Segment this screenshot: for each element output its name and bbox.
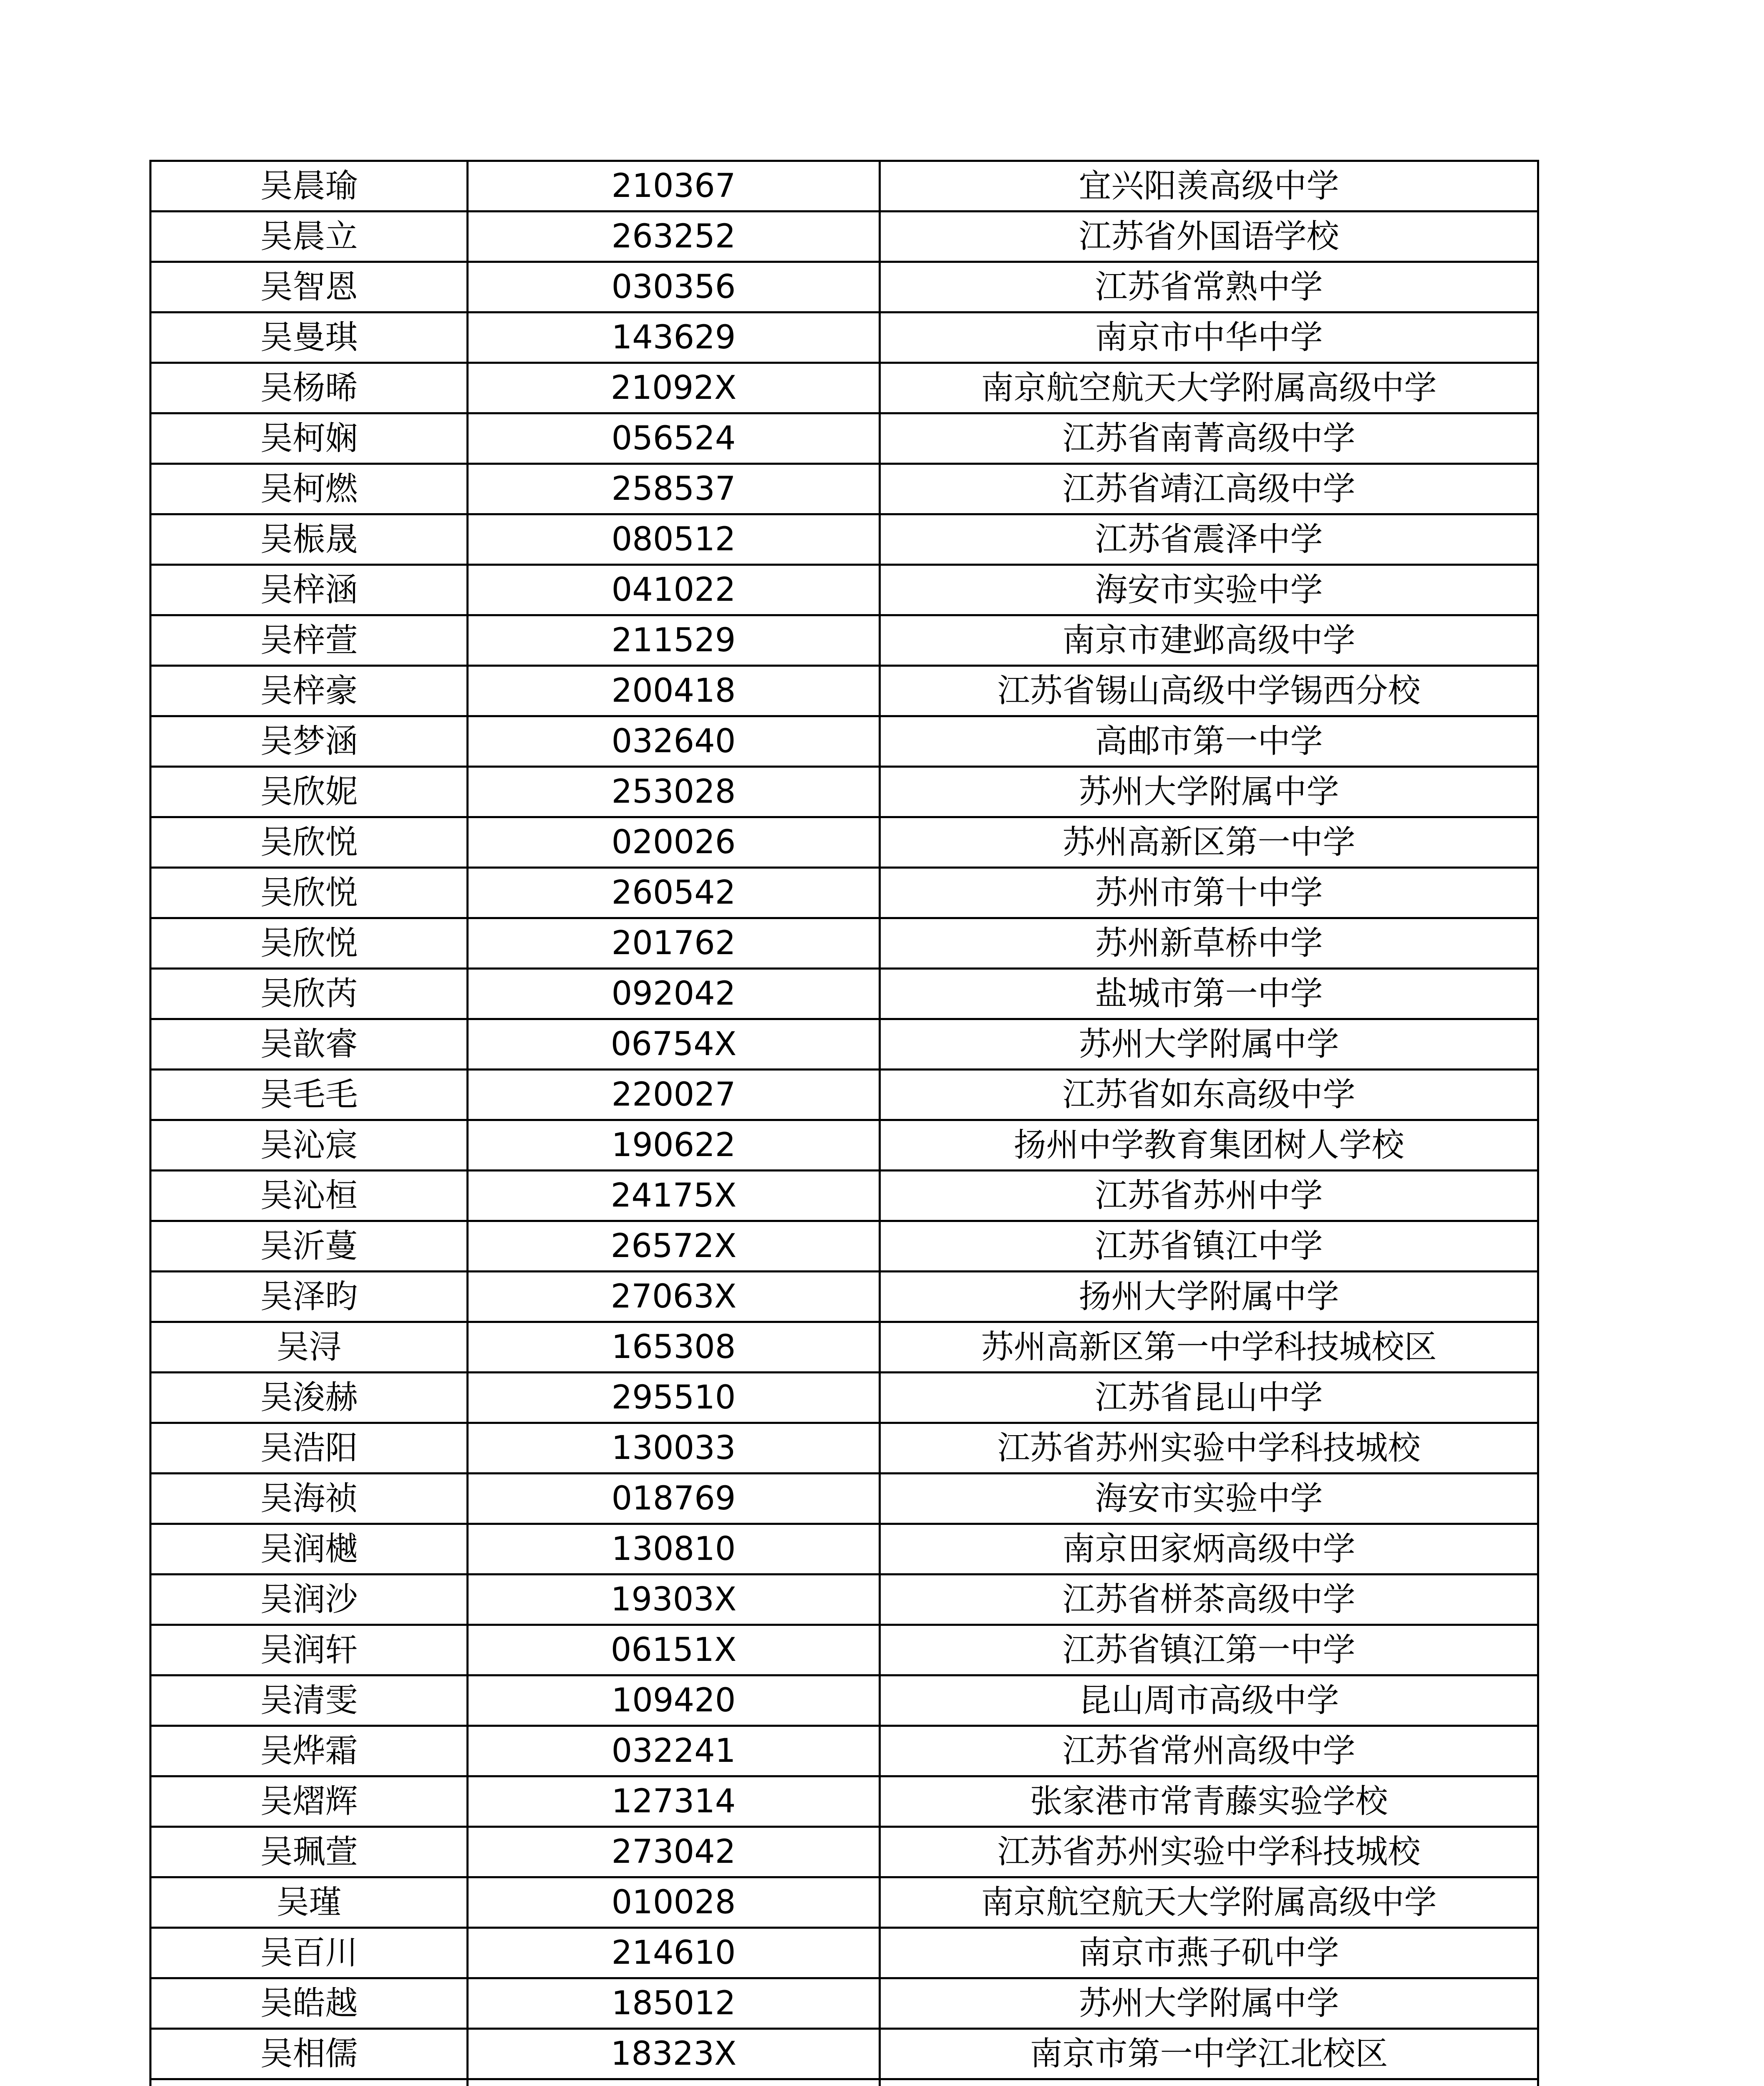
table-row [151, 1373, 1538, 1423]
table-row [151, 1877, 1538, 1928]
student-name-cell: 吴梓豪 [151, 666, 468, 716]
student-id-cell: 24175X [468, 1171, 880, 1221]
school-name-cell: 盐城市第一中学 [880, 969, 1538, 1019]
school-name-cell: 南京市燕子矶中学 [880, 1928, 1538, 1978]
school-name-cell: 江苏省镇江中学 [880, 1221, 1538, 1272]
table-row [151, 312, 1538, 363]
student-name-cell: 吴柯娴 [151, 413, 468, 464]
student-id-cell: 165308 [468, 1322, 880, 1373]
school-name-cell: 苏州大学附属中学 [880, 1019, 1538, 1070]
student-name-cell: 吴烨霜 [151, 1726, 468, 1776]
school-name-cell: 南京市中华中学 [880, 312, 1538, 363]
student-name-cell: 吴百川 [151, 1928, 468, 1978]
student-name-cell: 吴智恩 [151, 262, 468, 312]
table-row [151, 212, 1538, 262]
student-name-cell: 吴浔 [151, 1322, 468, 1373]
student-id-cell: 210367 [468, 161, 880, 212]
student-id-cell: 185012 [468, 1978, 880, 2029]
table-row [151, 868, 1538, 918]
student-name-cell: 吴欣悦 [151, 868, 468, 918]
student-id-cell: 211529 [468, 615, 880, 666]
student-id-cell: 056524 [468, 413, 880, 464]
student-name-cell: 吴桭晟 [151, 514, 468, 565]
table-row [151, 969, 1538, 1019]
student-name-cell: 吴梓萱 [151, 615, 468, 666]
school-name-cell: 江苏省南菁高级中学 [880, 413, 1538, 464]
school-name-cell: 江苏省常州高级中学 [880, 1726, 1538, 1776]
student-id-cell: 032241 [468, 1726, 880, 1776]
school-name-cell: 江苏省外国语学校 [880, 212, 1538, 262]
student-id-cell: 18323X [468, 2029, 880, 2079]
student-name-cell: 吴晨瑜 [151, 161, 468, 212]
student-id-cell: 06151X [468, 1625, 880, 1675]
student-id-cell: 220027 [468, 1070, 880, 1120]
student-name-cell: 吴浩阳 [151, 1423, 468, 1474]
school-name-cell: 江苏省苏州中学 [880, 1171, 1538, 1221]
student-name-cell: 吴柯燃 [151, 464, 468, 514]
table-row [151, 1070, 1538, 1120]
student-name-cell: 吴珮萱 [151, 1827, 468, 1877]
table-row [151, 565, 1538, 615]
student-id-cell: 295510 [468, 1373, 880, 1423]
student-id-cell: 253028 [468, 767, 880, 817]
table-row [151, 1171, 1538, 1221]
table-row [151, 918, 1538, 969]
student-id-cell: 092042 [468, 969, 880, 1019]
student-id-cell [468, 2079, 880, 2086]
student-name-cell: 吴瑾 [151, 1877, 468, 1928]
table-row [151, 413, 1538, 464]
table-row [151, 1524, 1538, 1575]
student-name-cell: 吴熠辉 [151, 1776, 468, 1827]
student-id-cell: 06754X [468, 1019, 880, 1070]
table-row [151, 1423, 1538, 1474]
school-name-cell: 苏州大学附属中学 [880, 767, 1538, 817]
student-id-cell: 201762 [468, 918, 880, 969]
school-name-cell: 海安市实验中学 [880, 1474, 1538, 1524]
school-name-cell: 江苏省苏州实验中学科技城校 [880, 1423, 1538, 1474]
student-roster-table [149, 160, 1539, 2086]
school-name-cell: 昆山周市高级中学 [880, 1675, 1538, 1726]
school-name-cell: 江苏省苏州实验中学科技城校 [880, 1827, 1538, 1877]
school-name-cell: 江苏省昆山中学 [880, 1373, 1538, 1423]
student-id-cell: 130810 [468, 1524, 880, 1575]
student-name-cell: 吴毛毛 [151, 1070, 468, 1120]
school-name-cell: 江苏省震泽中学 [880, 514, 1538, 565]
student-id-cell: 020026 [468, 817, 880, 868]
student-name-cell: 吴欣妮 [151, 767, 468, 817]
student-name-cell: 吴歆睿 [151, 1019, 468, 1070]
student-name-cell: 吴欣悦 [151, 817, 468, 868]
school-name-cell [880, 2079, 1538, 2086]
school-name-cell: 江苏省锡山高级中学锡西分校 [880, 666, 1538, 716]
school-name-cell: 江苏省靖江高级中学 [880, 464, 1538, 514]
student-name-cell: 吴相儒 [151, 2029, 468, 2079]
student-name-cell: 吴沁宸 [151, 1120, 468, 1171]
table-row [151, 1625, 1538, 1675]
student-name-cell: 吴曼琪 [151, 312, 468, 363]
table-row [151, 1827, 1538, 1877]
school-name-cell: 扬州大学附属中学 [880, 1272, 1538, 1322]
school-name-cell: 南京市第一中学江北校区 [880, 2029, 1538, 2079]
student-id-cell: 018769 [468, 1474, 880, 1524]
school-name-cell: 宜兴阳羡高级中学 [880, 161, 1538, 212]
student-id-cell: 010028 [468, 1877, 880, 1928]
student-id-cell: 127314 [468, 1776, 880, 1827]
student-name-cell: 吴浚赫 [151, 1373, 468, 1423]
student-name-cell: 吴沁桓 [151, 1171, 468, 1221]
table-row [151, 1978, 1538, 2029]
school-name-cell: 南京田家炳高级中学 [880, 1524, 1538, 1575]
student-id-cell: 258537 [468, 464, 880, 514]
school-name-cell: 苏州市第十中学 [880, 868, 1538, 918]
student-name-cell: 吴欣芮 [151, 969, 468, 1019]
table-row [151, 1120, 1538, 1171]
school-name-cell: 苏州高新区第一中学科技城校区 [880, 1322, 1538, 1373]
table-row [151, 817, 1538, 868]
table-row [151, 2029, 1538, 2079]
table-row [151, 1474, 1538, 1524]
table-row [151, 1776, 1538, 1827]
student-name-cell: 吴海祯 [151, 1474, 468, 1524]
student-id-cell: 263252 [468, 212, 880, 262]
table-row [151, 1019, 1538, 1070]
student-id-cell: 190622 [468, 1120, 880, 1171]
table-row [151, 262, 1538, 312]
student-id-cell: 109420 [468, 1675, 880, 1726]
table-row [151, 1575, 1538, 1625]
table-row [151, 363, 1538, 413]
table-row [151, 767, 1538, 817]
school-name-cell: 苏州高新区第一中学 [880, 817, 1538, 868]
student-id-cell: 032640 [468, 716, 880, 767]
student-id-cell: 273042 [468, 1827, 880, 1877]
student-id-cell: 260542 [468, 868, 880, 918]
student-name-cell: 吴泽昀 [151, 1272, 468, 1322]
student-id-cell: 080512 [468, 514, 880, 565]
table-row [151, 1221, 1538, 1272]
student-id-cell: 27063X [468, 1272, 880, 1322]
table-row [151, 1726, 1538, 1776]
student-name-cell [151, 2079, 468, 2086]
student-name-cell: 吴梦涵 [151, 716, 468, 767]
student-name-cell: 吴润樾 [151, 1524, 468, 1575]
roster-body [151, 161, 1538, 2086]
table-row [151, 716, 1538, 767]
student-name-cell: 吴晨立 [151, 212, 468, 262]
student-name-cell: 吴欣悦 [151, 918, 468, 969]
table-row [151, 161, 1538, 212]
school-name-cell: 苏州大学附属中学 [880, 1978, 1538, 2029]
student-name-cell: 吴润轩 [151, 1625, 468, 1675]
student-name-cell: 吴皓越 [151, 1978, 468, 2029]
school-name-cell: 南京市建邺高级中学 [880, 615, 1538, 666]
student-id-cell: 200418 [468, 666, 880, 716]
school-name-cell: 南京航空航天大学附属高级中学 [880, 1877, 1538, 1928]
student-id-cell: 26572X [468, 1221, 880, 1272]
school-name-cell: 南京航空航天大学附属高级中学 [880, 363, 1538, 413]
student-id-cell: 143629 [468, 312, 880, 363]
school-name-cell: 扬州中学教育集团树人学校 [880, 1120, 1538, 1171]
school-name-cell: 江苏省如东高级中学 [880, 1070, 1538, 1120]
school-name-cell: 高邮市第一中学 [880, 716, 1538, 767]
student-id-cell: 19303X [468, 1575, 880, 1625]
school-name-cell: 海安市实验中学 [880, 565, 1538, 615]
student-id-cell: 130033 [468, 1423, 880, 1474]
student-name-cell: 吴沂蔓 [151, 1221, 468, 1272]
table-row [151, 2079, 1538, 2086]
table-row [151, 1272, 1538, 1322]
student-id-cell: 030356 [468, 262, 880, 312]
table-row [151, 464, 1538, 514]
student-name-cell: 吴杨晞 [151, 363, 468, 413]
student-id-cell: 21092X [468, 363, 880, 413]
student-name-cell: 吴清雯 [151, 1675, 468, 1726]
student-id-cell: 214610 [468, 1928, 880, 1978]
school-name-cell: 张家港市常青藤实验学校 [880, 1776, 1538, 1827]
table-row [151, 1322, 1538, 1373]
table-row [151, 1675, 1538, 1726]
table-row [151, 615, 1538, 666]
table-row [151, 514, 1538, 565]
student-name-cell: 吴梓涵 [151, 565, 468, 615]
table-row [151, 666, 1538, 716]
student-name-cell: 吴润沙 [151, 1575, 468, 1625]
table-row [151, 1928, 1538, 1978]
school-name-cell: 苏州新草桥中学 [880, 918, 1538, 969]
student-id-cell: 041022 [468, 565, 880, 615]
school-name-cell: 江苏省栟茶高级中学 [880, 1575, 1538, 1625]
school-name-cell: 江苏省镇江第一中学 [880, 1625, 1538, 1675]
school-name-cell: 江苏省常熟中学 [880, 262, 1538, 312]
